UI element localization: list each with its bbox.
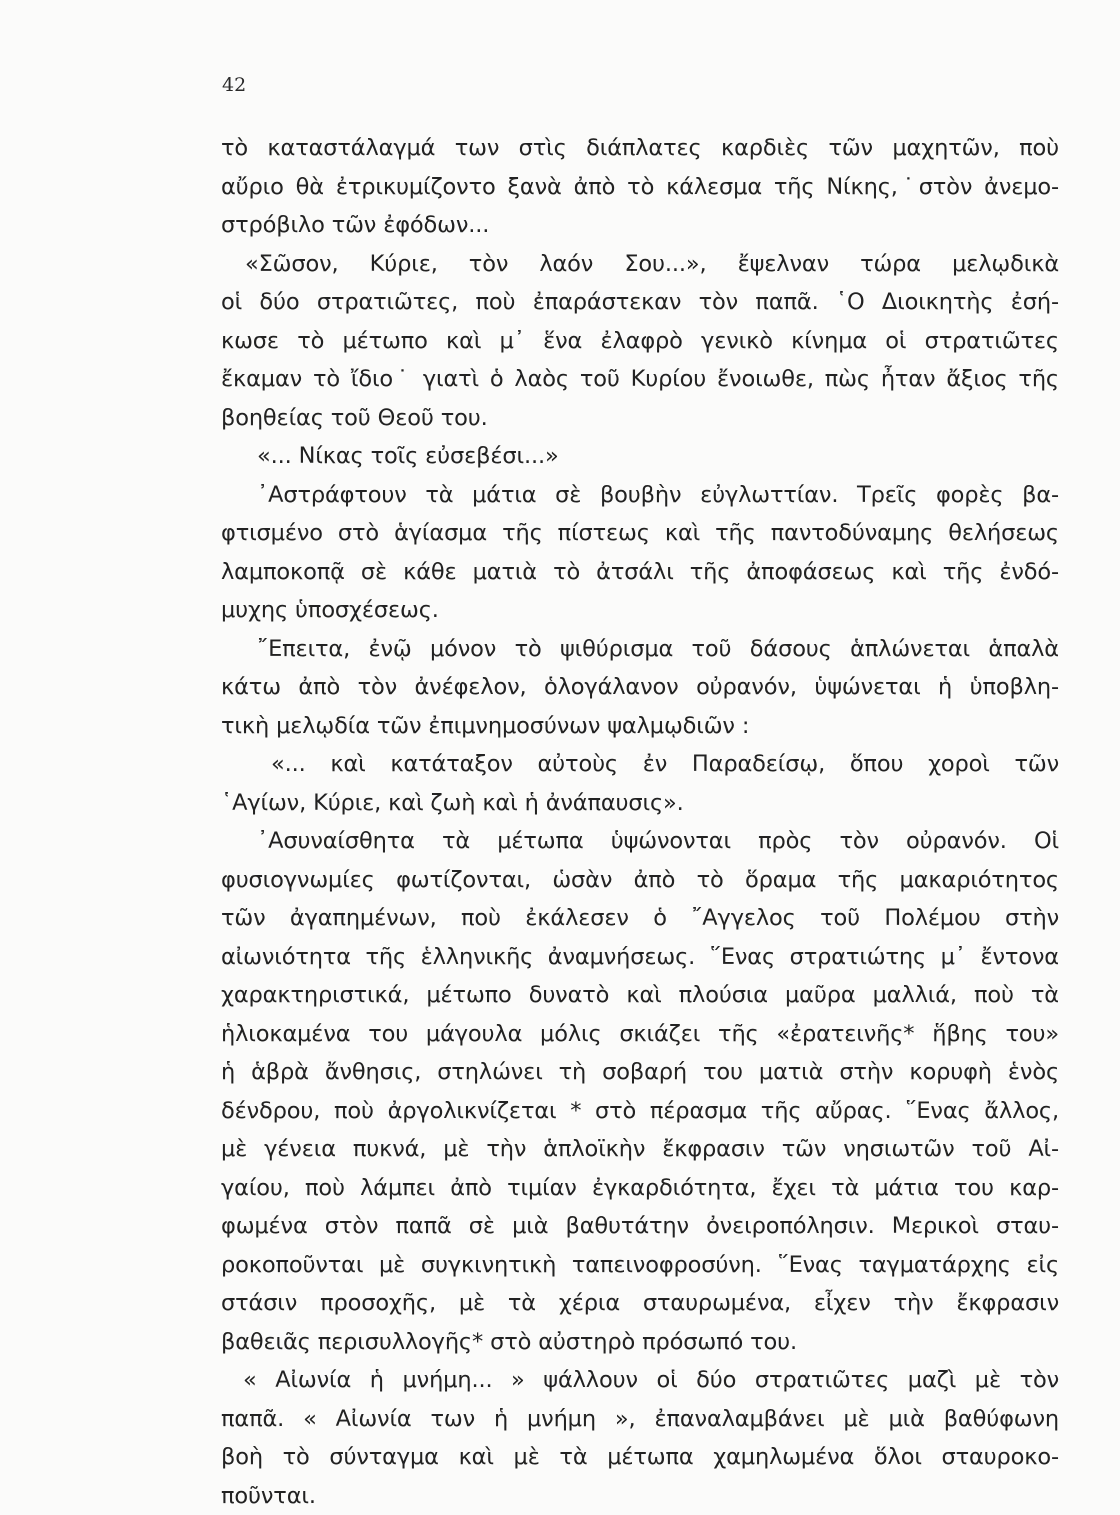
text-line-33: « Αἰωνία ἡ μνήμη... » ψάλλουν οἱ δύο στρατιῶτες μαζὶ μὲ τὸν xyxy=(221,1361,1059,1400)
text-line-6: κωσε τὸ μέτωπο καὶ μ᾽ ἕνα ἐλαφρὸ γενικὸ κίνημα οἱ στρατιῶτες xyxy=(221,322,1059,361)
text-line-11: φτισμένο στὸ ἁγίασμα τῆς πίστεως καὶ τῆς παντοδύναμης θελήσεως xyxy=(221,514,1059,553)
text-line-19: ᾽Ασυναίσθητα τὰ μέτωπα ὑψώνονται πρὸς τὸν οὐρανόν. Οἱ xyxy=(221,822,1059,861)
text-line-20: φυσιογνωμίες φωτίζονται, ὡσὰν ἀπὸ τὸ ὅραμα τῆς μακαριότητος xyxy=(221,861,1059,900)
text-line-1: τὸ καταστάλαγμά των στὶς διάπλατες καρδιὲς τῶν μαχητῶν, ποὺ xyxy=(221,129,1059,168)
text-line-24: ἡλιοκαμένα του μάγουλα μόλις σκιάζει τῆς «ἐρατεινῆς* ἥβης του» xyxy=(221,1015,1059,1054)
text-line-12: λαμποκοπᾷ σὲ κάθε ματιὰ τὸ ἀτσάλι τῆς ἀποφάσεως καὶ τῆς ἐνδό- xyxy=(221,553,1059,592)
text-line-35: βοὴ τὸ σύνταγμα καὶ μὲ τὰ μέτωπα χαμηλωμένα ὅλοι σταυροκο- xyxy=(221,1438,1059,1477)
text-line-5: οἱ δύο στρατιῶτες, ποὺ ἐπαράστεκαν τὸν παπᾶ. ῾Ο Διοικητὴς ἐσή- xyxy=(221,283,1059,322)
text-line-30: ροκοποῦνται μὲ συγκινητικὴ ταπεινοφροσύνη. ῞Ενας ταγματάρχης εἰς xyxy=(221,1246,1059,1285)
text-line-17: «... καὶ κατάταξον αὐτοὺς ἐν Παραδείσῳ, ὅπου χοροὶ τῶν xyxy=(221,745,1059,784)
text-line-21: τῶν ἀγαπημένων, ποὺ ἐκάλεσεν ὁ ῎Αγγελος τοῦ Πολέμου στὴν xyxy=(221,899,1059,938)
page-number: 42 xyxy=(222,74,246,96)
text-line-32: βαθειᾶς περισυλλογῆς* στὸ αὐστηρὸ πρόσωπό του. xyxy=(221,1323,1059,1362)
text-line-25: ἡ ἁβρὰ ἄνθησις, στηλώνει τὴ σοβαρή του ματιὰ στὴν κορυφὴ ἑνὸς xyxy=(221,1053,1059,1092)
text-line-2: αὔριο θὰ ἐτρικυμίζοντο ξανὰ ἀπὸ τὸ κάλεσμα τῆς Νίκης,˙στὸν ἀνεμο- xyxy=(221,168,1059,207)
text-line-22: αἰωνιότητα τῆς ἑλληνικῆς ἀναμνήσεως. ῞Ενας στρατιώτης μ᾽ ἔντονα xyxy=(221,938,1059,977)
text-line-28: γαίου, ποὺ λάμπει ἀπὸ τιμίαν ἐγκαρδιότητα, ἔχει τὰ μάτια του καρ- xyxy=(221,1169,1059,1208)
text-line-3: στρόβιλο τῶν ἐφόδων... xyxy=(221,206,1059,245)
text-line-34: παπᾶ. « Αἰωνία των ἡ μνήμη », ἐπαναλαμβάνει μὲ μιὰ βαθύφωνη xyxy=(221,1400,1059,1439)
text-line-36: ποῦνται. xyxy=(221,1477,1059,1515)
text-line-4: «Σῶσον, Κύριε, τὸν λαόν Σου...», ἔψελναν τώρα μελῳδικὰ xyxy=(221,245,1059,284)
text-line-15: κάτω ἀπὸ τὸν ἀνέφελον, ὁλογάλανον οὐρανόν, ὑψώνεται ἡ ὑποβλη- xyxy=(221,668,1059,707)
text-line-10: ᾽Αστράφτουν τὰ μάτια σὲ βουβὴν εὐγλωττίαν. Τρεῖς φορὲς βα- xyxy=(221,476,1059,515)
text-line-8: βοηθείας τοῦ Θεοῦ του. xyxy=(221,399,1059,438)
text-line-29: φωμένα στὸν παπᾶ σὲ μιὰ βαθυτάτην ὀνειροπόλησιν. Μερικοὶ σταυ- xyxy=(221,1207,1059,1246)
text-line-23: χαρακτηριστικά, μέτωπο δυνατὸ καὶ πλούσια μαῦρα μαλλιά, ποὺ τὰ xyxy=(221,976,1059,1015)
text-line-9: «... Νίκας τοῖς εὐσεβέσι...» xyxy=(221,437,1059,476)
text-line-13: μυχης ὑποσχέσεως. xyxy=(221,591,1059,630)
text-line-31: στάσιν προσοχῆς, μὲ τὰ χέρια σταυρωμένα, εἶχεν τὴν ἔκφρασιν xyxy=(221,1284,1059,1323)
text-line-14: ῎Επειτα, ἐνῷ μόνον τὸ ψιθύρισμα τοῦ δάσους ἁπλώνεται ἁπαλὰ xyxy=(221,630,1059,669)
text-line-16: τικὴ μελῳδία τῶν ἐπιμνημοσύνων ψαλμῳδιῶν : xyxy=(221,707,1059,746)
text-line-26: δένδρου, ποὺ ἀργολικνίζεται * στὸ πέρασμα τῆς αὔρας. ῞Ενας ἄλλος, xyxy=(221,1092,1059,1131)
text-line-18: ῾Αγίων, Κύριε, καὶ ζωὴ καὶ ἡ ἀνάπαυσις». xyxy=(221,784,1059,823)
text-line-27: μὲ γένεια πυκνά, μὲ τὴν ἁπλοϊκὴν ἔκφρασιν τῶν νησιωτῶν τοῦ Αἰ- xyxy=(221,1130,1059,1169)
text-line-7: ἔκαμαν τὸ ἴδιο˙ γιατὶ ὁ λαὸς τοῦ Κυρίου ἔνοιωθε, πὼς ἦταν ἄξιος τῆς xyxy=(221,360,1059,399)
body-text xyxy=(221,129,1059,1515)
